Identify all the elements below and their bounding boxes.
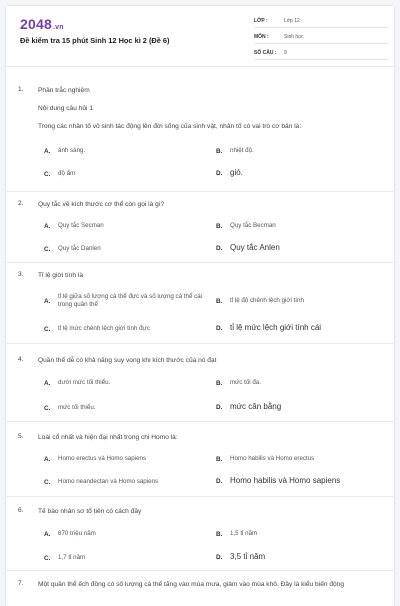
- option-b[interactable]: B. tỉ lệ độ chênh lệch giới tính: [216, 297, 304, 305]
- option-c[interactable]: C. Quy tắc Danlen: [44, 245, 101, 253]
- meta-label: LỚP :: [254, 17, 268, 24]
- option-d[interactable]: D. Quy tắc Anlen: [216, 243, 280, 252]
- option-c[interactable]: C. Homo neandectan và Homo sapiens: [44, 478, 159, 486]
- meta-row-count: [254, 46, 388, 60]
- exam-meta: [254, 14, 388, 62]
- meta-label: MÔN :: [254, 33, 269, 40]
- option-c[interactable]: C. độ ẩm: [44, 170, 76, 178]
- question-prompt: Trong các nhân tố vô sinh tác động lên đời sống của sinh vật, nhân tố có vai trò cơ bản là:: [38, 123, 302, 130]
- question-number: 2.: [18, 200, 24, 207]
- site-logo[interactable]: 2048.vn: [20, 16, 64, 32]
- question-text: Phần trắc nghiệm: [38, 87, 90, 94]
- option-a[interactable]: A. 670 triệu năm: [44, 530, 96, 538]
- question-number: 3.: [18, 271, 24, 278]
- option-a[interactable]: A. Homo erectus và Homo sapiens: [44, 455, 147, 463]
- divider: [6, 570, 394, 571]
- option-d[interactable]: D. 3,5 tỉ năm: [216, 552, 266, 561]
- option-c[interactable]: C. mức tối thiểu.: [44, 404, 96, 412]
- divider: [6, 496, 394, 497]
- option-c[interactable]: C. 1,7 tỉ năm: [44, 554, 86, 562]
- option-d[interactable]: D. mức cân bằng: [216, 402, 282, 411]
- question-subtext: Nội dung câu hỏi 1: [38, 105, 93, 112]
- question-number: 1.: [18, 86, 24, 93]
- option-a[interactable]: A. dưới mức tối thiểu.: [44, 379, 111, 387]
- divider: [6, 191, 394, 192]
- question-text: Quần thể dễ có khả năng suy vong khi kích thước của nó đạt: [38, 357, 217, 364]
- option-b[interactable]: B. mức tối đa.: [216, 379, 261, 387]
- option-b[interactable]: B. Homo habilis và Homo erectus: [216, 455, 315, 463]
- option-b[interactable]: B. Quy tắc Becman: [216, 222, 276, 230]
- meta-row-subject: [254, 30, 388, 44]
- question-number: 6.: [18, 507, 24, 514]
- option-d[interactable]: D. tỉ lệ mức lệch giới tính cái: [216, 323, 322, 332]
- option-c[interactable]: C. tỉ lệ mức chênh lệch giới tính đực: [44, 325, 150, 333]
- question-text: Quy tắc về kích thước cơ thể còn gọi là gì?: [38, 201, 165, 208]
- meta-value: Lớp 12: [284, 17, 300, 24]
- divider: [6, 262, 394, 263]
- question-text: Loài cổ nhất và hiện đại nhất trong chi Homo là:: [38, 434, 178, 441]
- question-number: 4.: [18, 356, 24, 363]
- option-b[interactable]: B. nhiệt độ.: [216, 147, 254, 155]
- option-a[interactable]: A. Quy tắc Secman: [44, 222, 104, 230]
- exam-header: [6, 6, 394, 67]
- question-text: Tế bào nhân sơ tổ tiên có cách đây: [38, 508, 142, 515]
- meta-label: SỐ CÂU :: [254, 49, 277, 56]
- option-d[interactable]: D. Homo habilis và Homo sapiens: [216, 476, 341, 485]
- divider: [6, 421, 394, 422]
- option-d[interactable]: D. gió.: [216, 168, 243, 177]
- question-number: 7.: [18, 580, 24, 587]
- exam-title: Đề kiểm tra 15 phút Sinh 12 Học kì 2 (Đề 6): [20, 36, 170, 45]
- question-number: 5.: [18, 433, 24, 440]
- question-text: Tỉ lệ giới tính là: [38, 272, 84, 279]
- option-a[interactable]: A. tỉ lệ giữa số lượng cá thể đực và số lượng cá thể cái trong quần thể: [44, 293, 203, 308]
- meta-row-class: [254, 14, 388, 28]
- exam-page: [6, 6, 394, 606]
- option-a[interactable]: A. ánh sáng.: [44, 147, 86, 155]
- question-text: Một quần thể ếch đồng có số lượng cá thể tăng vào mùa mưa, giảm vào mùa khô. Đây là kiểu biến động: [38, 581, 345, 588]
- divider: [6, 343, 394, 344]
- meta-value: 9: [284, 49, 287, 56]
- meta-value: Sinh học: [284, 33, 304, 40]
- option-b[interactable]: B. 1,5 tỉ năm: [216, 530, 258, 538]
